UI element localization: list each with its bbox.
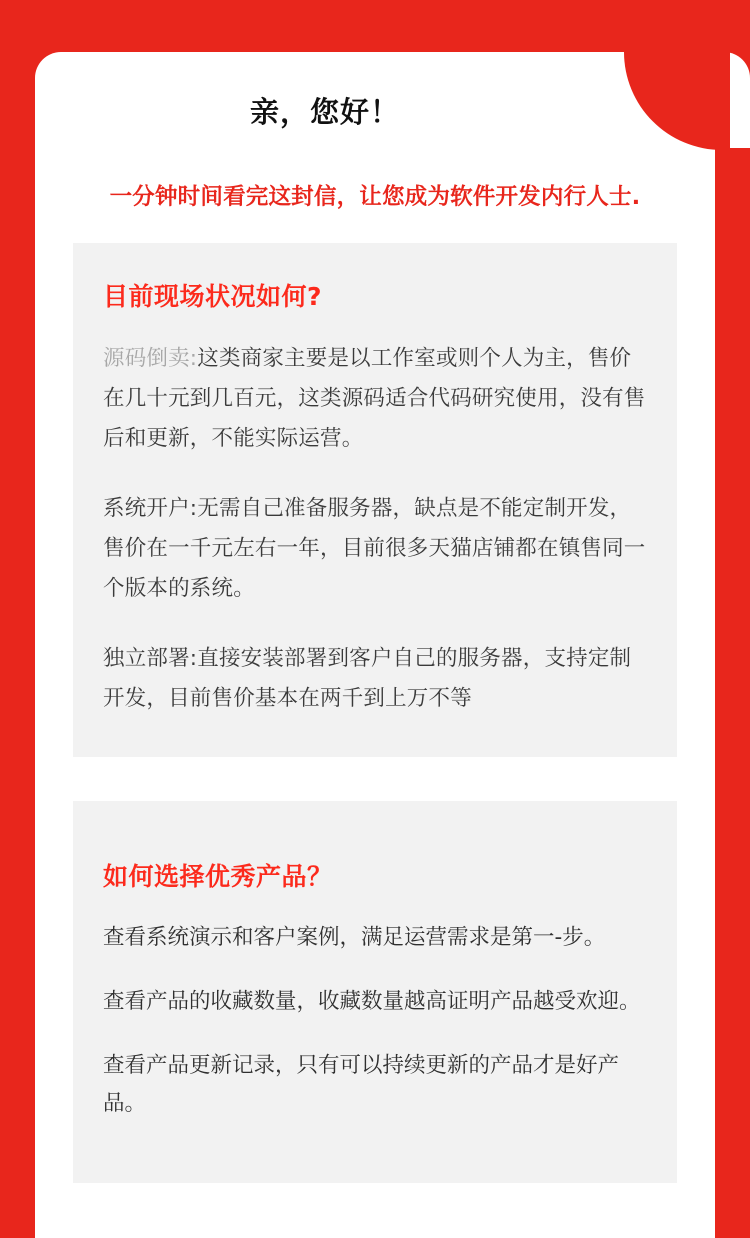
paragraph: 查看系统演示和客户案例，满足运营需求是第一-步。 xyxy=(103,925,606,950)
section-title: 目前现场状况如何? xyxy=(103,282,323,311)
paragraph-lead: 独立部署: xyxy=(103,646,198,671)
paragraph xyxy=(103,339,647,459)
paragraph-lead: 系统开户: xyxy=(103,496,198,521)
paragraph xyxy=(103,639,647,719)
paragraph-text: 无需自己准备服务器，缺点是不能定制开发，售价在一千元左右一年，目前很多天猫店铺都在镇售同一个版本的系统。 xyxy=(103,496,646,601)
paragraph: 查看产品更新记录，只有可以持续更新的产品才是好产品。 xyxy=(103,1053,620,1116)
section-title: 如何选择优秀产品？ xyxy=(103,862,333,891)
page-subtitle: 一分钟时间看完这封信，让您成为软件开发内行人士. xyxy=(109,184,641,210)
paragraph-lead: 源码倒卖: xyxy=(103,346,198,371)
section-current-situation xyxy=(73,243,677,757)
paragraph: 查看产品的收藏数量，收藏数量越高证明产品越受欢迎。 xyxy=(103,989,641,1014)
section-how-to-choose xyxy=(73,801,677,1183)
greeting-title: 亲，您好！ xyxy=(249,95,400,129)
paragraph xyxy=(103,489,647,609)
paragraph-text: 这类商家主要是以工作室或则个人为主，售价在几十元到几百元，这类源码适合代码研究使用，没有售后和更新，不能实际运营。 xyxy=(103,346,646,451)
page-content xyxy=(35,52,715,1238)
paragraph-text: 直接安装部署到客户自己的服务器，支持定制开发，目前售价基本在两千到上万不等 xyxy=(103,646,632,711)
